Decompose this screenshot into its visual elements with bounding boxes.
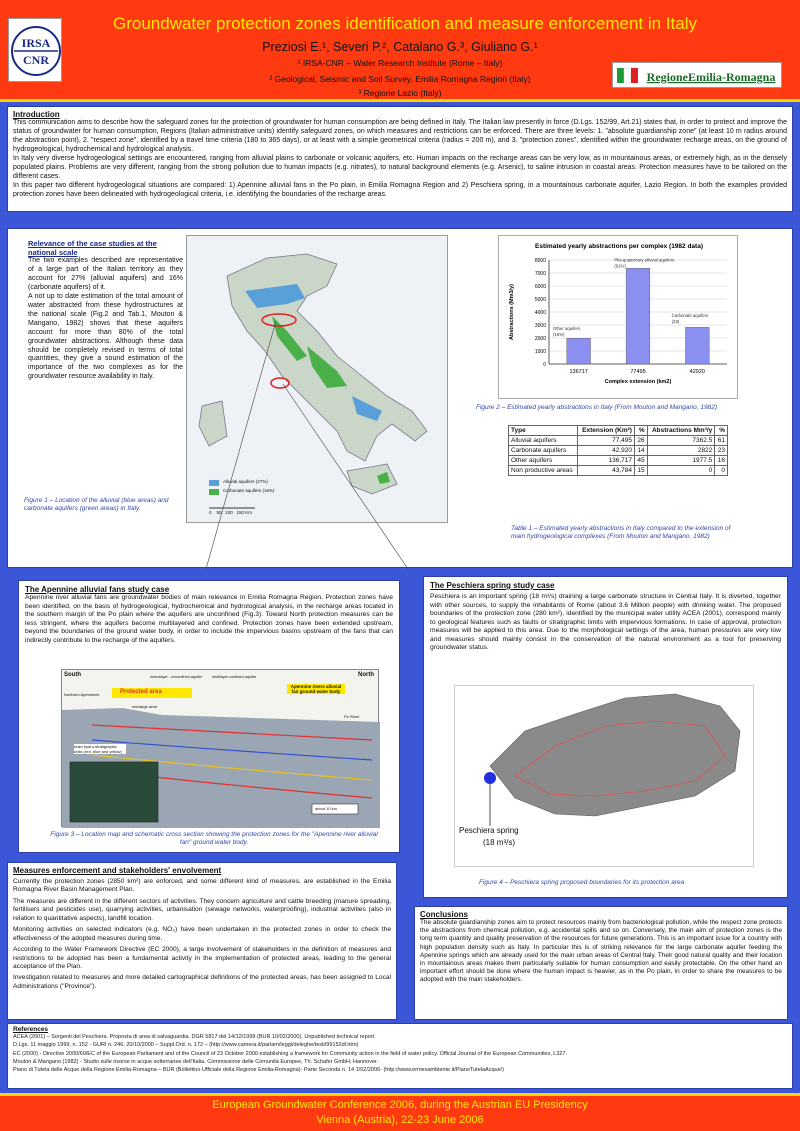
peschiera-relief-map bbox=[454, 685, 754, 867]
chart-y-tick: 5000 bbox=[534, 297, 546, 303]
table-cell: Alluvial aquifers bbox=[509, 436, 578, 446]
regione-emilia-romagna-logo bbox=[612, 62, 782, 88]
relevance-p2: A not up to date estimation of the total amount of water abstracted from these hydrostructures at the national scale (Fig.2 and Tab.1, Mouton & Mangano, 1982) shows that these aquifers account for more than 80% of the total groundwater abstractions. Although these data should be completely revised in terms of total quantities, they give a sound estimation of the importance of the two complexes as for the groundwater resource availability in Italy. bbox=[28, 292, 183, 381]
svg-text:CNR: CNR bbox=[23, 53, 49, 67]
hydro-units-label: main hydro-stratigraphic units (red, blue and yellow) bbox=[74, 744, 126, 754]
po-river-label: Po River bbox=[344, 714, 360, 719]
chart-x-tick: 42920 bbox=[689, 369, 705, 375]
relevance-heading: Relevance of the case studies at the national scale bbox=[28, 239, 157, 257]
figure4-caption: Figure 4 – Peschiera spring proposed boundaries for its protection area bbox=[479, 879, 685, 886]
chart-annotation: (16%) bbox=[553, 332, 565, 338]
table-cell: 45 bbox=[634, 456, 647, 466]
table-cell: 16 bbox=[715, 456, 728, 466]
chart-y-tick: 2000 bbox=[534, 336, 546, 342]
apennine-section bbox=[18, 580, 400, 853]
chart-y-tick: 0 bbox=[543, 362, 546, 368]
table-cell: Non productive areas bbox=[509, 466, 578, 476]
introduction-p1: This communication aims to describe how the safeguard zones for the protection of groundwater for human consumption are being defined in Italy. The Italian law presently in force (D.Lgs. 152/99, Art.21) states that, in order to protect and improve the status of groundwater for human consumption, Regions (Italian administrative units) identify safeguard zones, on which measures and restrictions can be enforced. There are three levels: 1. "absolute guardianship zone" (at least 10 m radius around the abstraction point), 2. "respect zone", identified by a travel time criteria (180 to 365 days), or at least with a simple geometrical criteria (radius = 200 m), and 3. "protection zones", identified within the groundwater recharge areas, on the ground of hydrogeological, hydrochemical and hydrological analysis. bbox=[13, 119, 787, 153]
recharge-area-label: recharge area bbox=[132, 704, 157, 709]
chart-x-label: Complex extension (km2) bbox=[604, 379, 672, 385]
table-cell: 0 bbox=[647, 466, 715, 476]
table1-caption: Table 1 – Estimated yearly abstractions in Italy compared to the extension of main hydrogeological complexes (From Mouton and Mangano, 1982) bbox=[511, 525, 731, 541]
table-header-cell: % bbox=[715, 426, 728, 436]
figure3-caption: Figure 3 – Location map and schematic cross section showing the protection zones for the "Apennine river alluvial fan" ground water body. bbox=[50, 831, 378, 847]
table-cell: Carbonate aquifers bbox=[509, 446, 578, 456]
references-list bbox=[13, 1033, 787, 1074]
svg-text:RegioneEmilia-Romagna: RegioneEmilia-Romagna bbox=[646, 70, 776, 84]
measures-section bbox=[7, 862, 397, 1020]
table-header-cell: % bbox=[634, 426, 647, 436]
cross-section-scale: about 10 km bbox=[315, 806, 338, 811]
table-cell: 61 bbox=[715, 436, 728, 446]
measures-p2: The measures are different in the different sectors of activities. They concern agriculture and cattle breeding (manure spreading, fertilisers and pesticides use), quarrying activities, urbanisation (sewage networks, waterproofing), industrial activities (also in relation to quantitative aspects), landfill location. bbox=[13, 897, 391, 922]
cross-section-south: South bbox=[64, 672, 81, 678]
table-cell: 43,784 bbox=[578, 466, 635, 476]
figure1-caption: Figure 1 – Location of the alluvial (blue areas) and carbonate aquifers (green areas) in Italy. bbox=[24, 497, 169, 513]
apennine-heading: The Apennine alluvial fans study case bbox=[25, 585, 170, 594]
authors: Preziosi E.¹, Severi P.², Catalano G.³, Giuliano G.¹ bbox=[262, 40, 538, 54]
confined-aquifer-label: multilayer confined aquifer bbox=[212, 675, 257, 679]
poster-header bbox=[0, 0, 800, 102]
table-cell: 23 bbox=[715, 446, 728, 456]
measures-p1: Currently the protection zones (2850 km²) are enforced, and some different kind of measures, are established in the Emilia Romagna River Basin Management Plan. bbox=[13, 878, 391, 894]
cross-section-north: North bbox=[358, 672, 374, 678]
chart-x-tick: 77495 bbox=[630, 369, 646, 375]
chart-x-tick: 136717 bbox=[569, 369, 588, 375]
peschiera-text: Peschiera is an important spring (18 m³/s) draining a large carbonate structure in Central Italy. It is diverted, together with other sources, to supply the inhabitants of Rome (about 3.6 Million people) with drinking water. The proposed boundaries of the protection zone (280 km²), identified by the municipal water utility ACEA (2001), correspond mainly to geological features such as faults or stratigraphic limits with impervious formations. In case of approval, protection measures will be applied to this area. Due to the morphological settings of the area, human pressures are very low and measures should mainly consist in the conservation of the natural environment as a tool for preserving groundwater status. bbox=[430, 593, 781, 652]
chart-y-tick: 3000 bbox=[534, 323, 546, 329]
chart-annotation: (23) bbox=[671, 319, 680, 325]
reference-item: EC (2000) - Directive 2000/60/EC of the European Parliament and of the Council of 23 October 2000 establishing a framework for Community action in the field of water policy. Official Journal of the European Communities, L327. bbox=[13, 1050, 568, 1057]
peschiera-heading: The Peschiera spring study case bbox=[430, 581, 555, 590]
table-cell: 2822 bbox=[647, 446, 715, 456]
apennine-text: Apennine river alluvial fans are groundwater bodies of main relevance in Emilia Romagna Region. Protection zones have been identified, on the basis of hydrogeological, hydrochemical and hydrological analysis, in the recharge areas located in the southern margin of the Po plain where the aquifers are unconfined (Fig.3). Toward North protection measures can be less stringent, where the aquifers become multilayered and confined. Protection zones have been extended upstream, beyond the boundaries of the ground water body, in order to include the impervious basins upstream of the fans that can indirectly contribute to the recharge of the aquifers. bbox=[25, 594, 393, 644]
table-cell: 136,717 bbox=[578, 456, 635, 466]
table-cell: 14 bbox=[634, 446, 647, 456]
chart-y-label: Abstractions (Mm3/y) bbox=[509, 284, 515, 340]
chart-title: Estimated yearly abstractions per complex (1982 data) bbox=[535, 243, 703, 250]
table-cell: 1977.5 bbox=[647, 456, 715, 466]
poster-title: Groundwater protection zones identification and measure enforcement in Italy bbox=[113, 14, 697, 33]
chart-y-tick: 4000 bbox=[534, 310, 546, 316]
table-cell: 15 bbox=[634, 466, 647, 476]
table-cell: 0 bbox=[715, 466, 728, 476]
svg-text:IRSA: IRSA bbox=[21, 36, 51, 50]
irsa-cnr-logo bbox=[8, 18, 62, 82]
protected-area-label: Protected area bbox=[120, 689, 162, 695]
footer-location: Vienna (Austria), 22-23 June 2006 bbox=[316, 1113, 484, 1126]
table-header-cell: Abstractions Mm³/y bbox=[647, 426, 715, 436]
reference-item: ACEA (2001) – Sorgenti del Peschiera. Proposta di area di salvaguardia. DGR 5817 del 14/12/1999 (BUR 10/02/2000). Unpublished technical report. bbox=[13, 1034, 376, 1040]
table-cell: 77,495 bbox=[578, 436, 635, 446]
map-legend-alluvial: Alluvial aquifers (27%) bbox=[223, 479, 268, 484]
chart-y-tick: 8000 bbox=[534, 258, 546, 264]
chart-y-tick: 7000 bbox=[534, 271, 546, 277]
references-section bbox=[7, 1023, 793, 1089]
measures-p4: According to the Water Framework Directive (EC 2000), a large involvement of stakeholders in the definition of measures and restrictions to be adopted has been a fundamental activity in the implementation of protected areas, leading to the general acceptance of the Plan. bbox=[13, 946, 391, 970]
table-cell: Other aquifers bbox=[509, 456, 578, 466]
chart-annotation: Carbonate aquifers bbox=[671, 313, 709, 319]
chart-y-tick: 6000 bbox=[534, 284, 546, 290]
footer-conference: European Groundwater Conference 2006, during the Austrian EU Presidency bbox=[212, 1099, 588, 1111]
relevance-section bbox=[7, 228, 793, 568]
reference-item: Mouton & Mangano (1982) - Studio sulle risorse in acque sotterranee dell'Italia. Commissione delle Comunità Europee, Th. Schafer GmbH, Hannover. bbox=[13, 1058, 379, 1065]
peschiera-spring-flow: (18 m³/s) bbox=[483, 838, 515, 847]
affiliation-1: ¹ IRSA-CNR – Water Research Institute (Rome – Italy) bbox=[297, 58, 503, 68]
table-cell: 7362.5 bbox=[647, 436, 715, 446]
northern-apennines-label: Northern Apennines bbox=[64, 692, 100, 697]
table-cell: 42,920 bbox=[578, 446, 635, 456]
references-heading: References bbox=[13, 1026, 49, 1033]
chart-annotation: Plio-quaternary alluvial aquifers bbox=[614, 257, 675, 263]
peschiera-section bbox=[423, 576, 788, 898]
chart-y-tick: 1000 bbox=[534, 349, 546, 355]
reference-item: D.Lgs. 11 maggio 1999, n. 152 - GURI n. 246, 20/10/2000 – Suppl.Ord. n. 172 – (http://www.camera.it/parlam/leggi/deleghe/testi/99152dl.htm) bbox=[13, 1042, 359, 1049]
conclusions-heading: Conclusions bbox=[420, 910, 469, 919]
cross-section-figure bbox=[61, 669, 379, 827]
introduction-heading: Introduction bbox=[13, 110, 60, 119]
measures-p5: Investigation related to measures and more detailed cartographical definitions of the protected areas, has been assigned to Local Administrations ("Province"). bbox=[13, 974, 391, 990]
relevance-p1: The two examples described are representative of a large part of the Italian territory as they account for 27% (alluvial aquifers) and 16% (carbonate aquifers) of it. bbox=[28, 257, 183, 291]
unconfined-aquifer-label: monolayer - unconfined aquifer bbox=[150, 675, 203, 679]
conclusions-section bbox=[414, 906, 788, 1020]
figure2-caption: Figure 2 – Estimated yearly abstractions in Italy (From Mouton and Mangano, 1982) bbox=[476, 404, 717, 411]
measures-heading: Measures enforcement and stakeholders' envolvement bbox=[13, 866, 222, 875]
conclusions-text: The absolute guardianship zones aim to protect resources mainly from bacteriological pollution, while the respect zone protects the abstractions from chemical pollution, e.g. accidental spills and so on. Conversely, the main aim of protection zones is the long term quantity and quality preservation of the resources for future generations. This is an important issue for a country with high population density such as Italy. In particular this is of striking relevance for the large carbonate aquifer feeding the Apennine springs which are already used for the main urban areas of Central Italy. Their good natural quality and their location in mountainous areas makes them particularly suitable for human consumption and easily protectable. On the other hand an important effort should be done where the human impact is heavier, as in the Po plain, in order to share the measures to be adopted with the main stakeholders. bbox=[420, 919, 782, 984]
introduction-p2: In Italy very diverse hydrogeological settings are encountered, ranging from alluvial plains to carbonate or volcanic aquifers, etc. Human impacts on the recharge areas can be very low, as in mountainous areas, or extremely high, as in the densely populated plains. Problems are very different, ranging from the strong pollution due to human impacts (e.g. nitrates), to natural background elements (e.g. Arsenic), to saline intrusion in coastal areas. Protection measures have to be tailored on the different cases. bbox=[13, 154, 787, 180]
table-header-cell: Type bbox=[509, 426, 578, 436]
chart-annotation: (61%) bbox=[614, 263, 626, 269]
reference-item: Piano di Tutela delle Acque della Regione Emilia-Romagna – BUR (Bollettino Ufficiale della Regione Emilia-Romagna)- Parte Seconda n. 14 1/02/2006- (http://www.ermesambiente.it/PianoTutelaAcque/) bbox=[13, 1067, 504, 1073]
affiliation-3: ³ Regione Lazio (Italy) bbox=[358, 88, 442, 98]
introduction-section bbox=[7, 106, 793, 212]
map-scale: 0 50 100 150 Km bbox=[209, 510, 253, 515]
measures-p3: Monitoring activities on selected indicators (e.g. NO₃) have been undertaken in the protected zones in order to check the effectiveness of the adopted measures during time. bbox=[13, 926, 391, 942]
affiliation-2: ² Geological, Seismic and Soil Survey, Emilia Romagna Region (Italy) bbox=[269, 74, 531, 84]
peschiera-spring-label: Peschiera spring bbox=[459, 826, 519, 835]
alluvial-fan-label: Apennine rivers alluvial fan ground water body bbox=[287, 684, 345, 694]
poster-footer bbox=[0, 1093, 800, 1131]
map-legend-carbonate: Carbonate aquifers (16%) bbox=[223, 488, 275, 493]
table-cell: 26 bbox=[634, 436, 647, 446]
introduction-p3: In this paper two different hydrogeological situations are compared: 1) Apennine alluvial fans in the Po plain, in Emilia Romagna Region and 2) Peschiera spring, in a mountainous carbonate aquifer, Lazio Region. In both the examples provided protection zones have been delineated with hydrogeological criteria, i.e. identifying the boundaries of the recharge areas. bbox=[13, 181, 787, 198]
map-connector-lines bbox=[8, 229, 794, 569]
chart-annotation: Other aquifers bbox=[553, 326, 581, 332]
table-header-cell: Extension (Km²) bbox=[578, 426, 635, 436]
